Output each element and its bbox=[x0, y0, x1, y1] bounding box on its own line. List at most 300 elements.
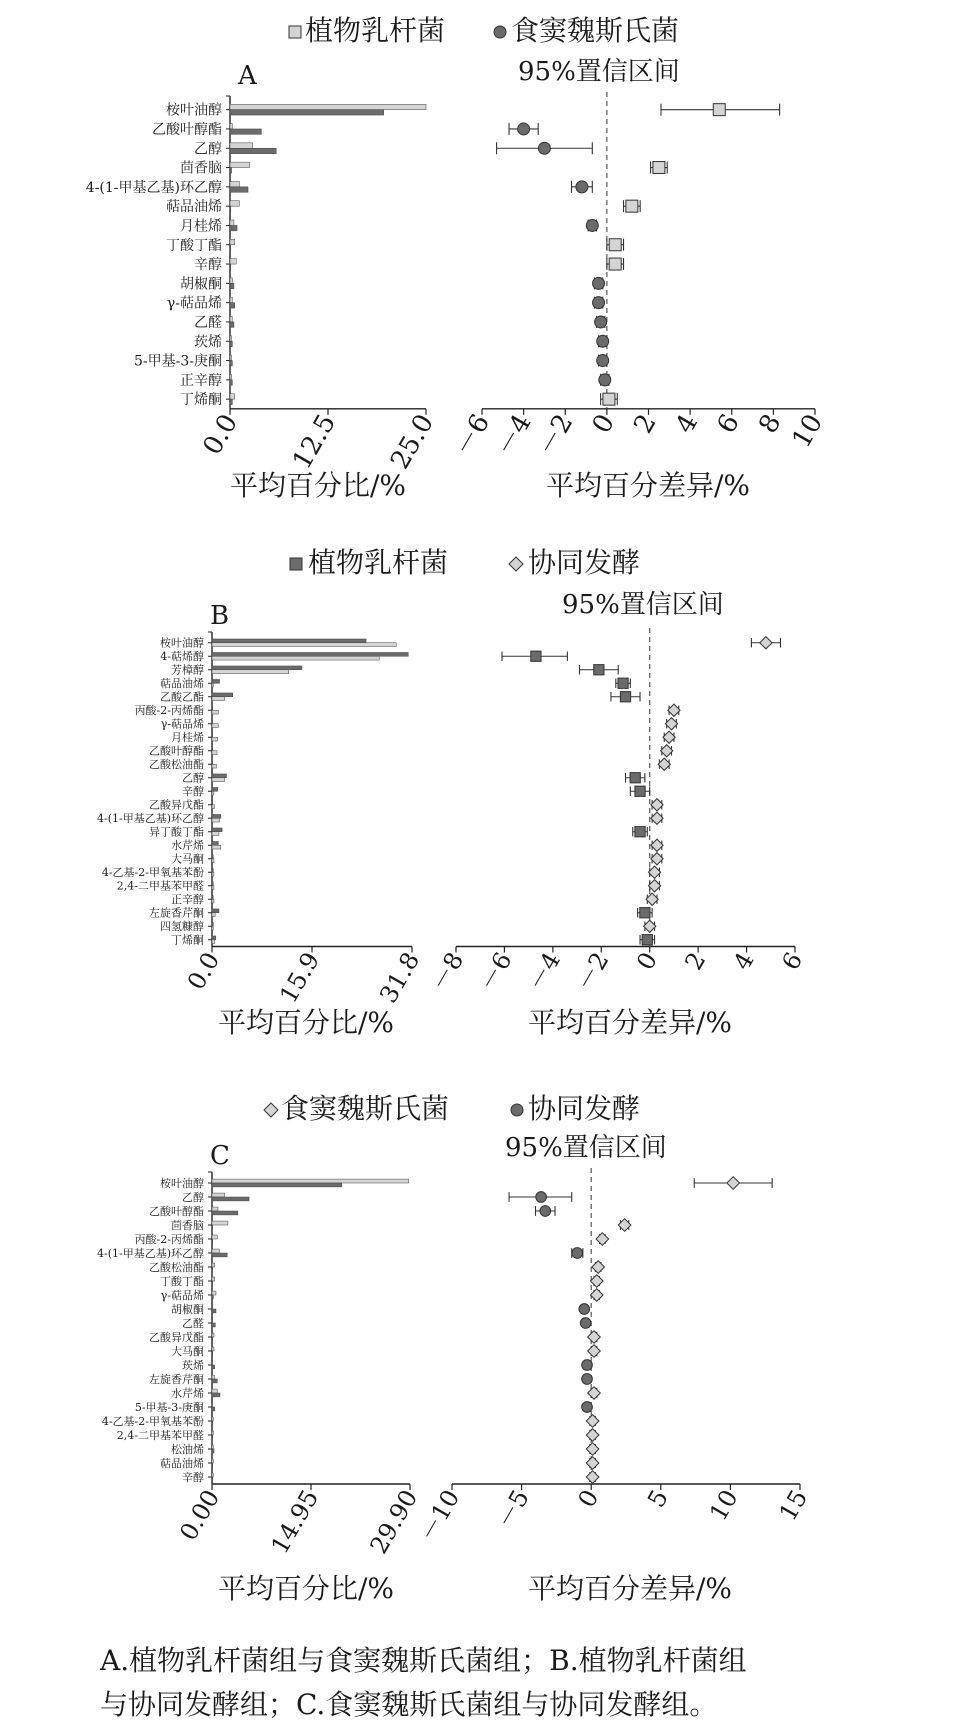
difference-point bbox=[595, 316, 607, 328]
bar bbox=[230, 148, 276, 153]
difference-point bbox=[640, 908, 650, 918]
bar bbox=[212, 1179, 409, 1183]
diff-x-tick-label: －6 bbox=[473, 947, 518, 996]
bar bbox=[212, 683, 213, 687]
difference-point bbox=[582, 1402, 593, 1413]
category-label: 正辛醇 bbox=[171, 893, 204, 907]
bar bbox=[230, 124, 232, 129]
bar bbox=[212, 1407, 215, 1411]
difference-point bbox=[586, 1429, 599, 1442]
legend-label: 食窦魏斯氏菌 bbox=[281, 1092, 450, 1125]
diff-x-tick-label: 10 bbox=[704, 1485, 744, 1526]
bar bbox=[212, 1277, 215, 1281]
bar bbox=[212, 922, 213, 926]
diff-x-axis-label: 平均百分差异/% bbox=[527, 1572, 733, 1605]
difference-point bbox=[597, 335, 609, 347]
difference-point bbox=[540, 1206, 551, 1217]
difference-point bbox=[626, 200, 638, 212]
difference-point bbox=[665, 718, 677, 730]
legend-marker bbox=[494, 26, 506, 38]
bar bbox=[212, 828, 222, 832]
difference-point bbox=[588, 1387, 601, 1400]
difference-point bbox=[590, 1289, 603, 1302]
category-label: 辛醇 bbox=[194, 257, 222, 274]
difference-point bbox=[658, 758, 670, 770]
category-label: 茴香脑 bbox=[171, 1218, 204, 1232]
bar bbox=[212, 1421, 213, 1425]
bar bbox=[230, 110, 384, 115]
difference-point bbox=[651, 839, 663, 851]
bar bbox=[230, 355, 232, 360]
bar bbox=[230, 201, 239, 206]
bar bbox=[230, 168, 232, 173]
bar bbox=[230, 336, 232, 341]
category-label: 4-(1-甲基乙基)环乙醇 bbox=[96, 1246, 204, 1260]
difference-point bbox=[596, 1233, 609, 1246]
bar bbox=[230, 317, 232, 322]
diff-x-tick-label: 0 bbox=[586, 409, 621, 439]
difference-point bbox=[713, 104, 725, 116]
bar bbox=[212, 1197, 249, 1201]
difference-point bbox=[651, 812, 663, 824]
bar bbox=[230, 220, 234, 225]
bar bbox=[230, 399, 232, 404]
bar-x-tick-label: 0.0 bbox=[181, 947, 226, 995]
diff-x-axis-label: 平均百分差异/% bbox=[545, 469, 751, 502]
bar-x-axis-label: 平均百分比/% bbox=[217, 1006, 395, 1039]
bar bbox=[212, 1375, 215, 1379]
bar bbox=[212, 774, 226, 778]
category-label: 丁酸丁酯 bbox=[166, 237, 222, 254]
difference-point bbox=[576, 181, 588, 193]
legend-marker bbox=[509, 557, 523, 571]
category-label: 乙酸松油酯 bbox=[149, 1260, 204, 1274]
bar bbox=[230, 143, 253, 148]
category-label: γ-萜品烯 bbox=[160, 1288, 204, 1302]
category-label: 桉叶油醇 bbox=[166, 102, 222, 119]
difference-point bbox=[588, 1345, 601, 1358]
ci-title: 95%置信区间 bbox=[505, 1133, 667, 1163]
bar bbox=[230, 264, 231, 269]
bar bbox=[212, 1225, 213, 1229]
legend-marker bbox=[511, 1104, 523, 1116]
bar bbox=[212, 693, 233, 697]
bar bbox=[212, 679, 220, 683]
diff-x-tick-label: 2 bbox=[679, 947, 712, 975]
difference-point bbox=[582, 1360, 593, 1371]
category-label: 辛醇 bbox=[182, 785, 204, 799]
bar bbox=[212, 832, 219, 836]
bar-x-tick-label: 15.9 bbox=[274, 947, 326, 1008]
bar bbox=[230, 225, 237, 230]
bar bbox=[230, 162, 250, 167]
bar bbox=[212, 639, 366, 643]
bar-x-axis-label: 平均百分比/% bbox=[229, 469, 407, 502]
difference-point bbox=[588, 1331, 601, 1344]
diff-x-tick-label: 6 bbox=[711, 409, 746, 439]
bar bbox=[230, 181, 239, 186]
bar bbox=[230, 374, 232, 379]
diff-x-tick-label: 2 bbox=[628, 409, 663, 439]
bar bbox=[212, 895, 213, 899]
diff-x-tick-label: 10 bbox=[786, 409, 830, 453]
category-label: 5-甲基-3-庚酮 bbox=[134, 1400, 204, 1414]
difference-point bbox=[597, 355, 609, 367]
bar-x-tick-label: 0.00 bbox=[174, 1485, 226, 1546]
difference-point bbox=[531, 651, 541, 661]
bar bbox=[212, 1235, 217, 1239]
bar bbox=[230, 322, 234, 327]
diff-x-tick-label: 0 bbox=[572, 1485, 605, 1513]
bar bbox=[212, 899, 214, 903]
category-label: 胡椒酮 bbox=[180, 276, 222, 293]
bar bbox=[212, 706, 213, 710]
difference-point bbox=[648, 866, 660, 878]
legend-label: 协同发酵 bbox=[528, 546, 641, 579]
bar bbox=[212, 913, 215, 917]
difference-point bbox=[661, 745, 673, 757]
bar bbox=[212, 751, 217, 755]
bar bbox=[230, 259, 236, 264]
bar bbox=[212, 886, 214, 890]
category-label: 莰烯 bbox=[182, 1358, 204, 1372]
category-label: 月桂烯 bbox=[180, 218, 222, 235]
category-label: 左旋香芹酮 bbox=[149, 1372, 204, 1386]
diff-x-tick-label: －2 bbox=[532, 409, 580, 462]
category-label: 4-萜烯醇 bbox=[160, 650, 204, 664]
bar bbox=[212, 643, 396, 647]
diff-x-tick-label: －4 bbox=[490, 409, 538, 462]
category-label: 水芹烯 bbox=[171, 1386, 204, 1400]
diff-x-tick-label: 0 bbox=[631, 947, 663, 975]
bar bbox=[212, 1211, 238, 1215]
bar bbox=[212, 818, 220, 822]
difference-point bbox=[586, 1443, 599, 1456]
bar bbox=[212, 882, 213, 886]
bar bbox=[230, 341, 232, 346]
diff-x-axis-label: 平均百分差异/% bbox=[527, 1006, 733, 1039]
legend-label: 植物乳杆菌 bbox=[305, 14, 446, 47]
bar bbox=[230, 297, 232, 302]
bar bbox=[212, 855, 213, 859]
category-label: 2,4-二甲基苯甲醛 bbox=[116, 879, 204, 893]
bar bbox=[212, 778, 225, 782]
category-label: 乙酸叶醇酯 bbox=[149, 744, 204, 758]
caption-line-2: 与协同发酵组；C.食窦魏斯氏菌组与协同发酵组。 bbox=[100, 1688, 718, 1721]
bar bbox=[212, 1207, 218, 1211]
bar bbox=[212, 859, 214, 863]
category-label: 萜品油烯 bbox=[166, 199, 222, 216]
bar bbox=[212, 747, 213, 751]
difference-point bbox=[586, 1457, 599, 1470]
bar bbox=[230, 361, 232, 366]
category-label: 桉叶油醇 bbox=[160, 1176, 204, 1190]
category-label: 乙醛 bbox=[194, 314, 222, 331]
difference-point bbox=[646, 893, 658, 905]
bar bbox=[212, 1347, 214, 1351]
bar bbox=[212, 724, 218, 728]
bar bbox=[212, 868, 213, 872]
bar bbox=[212, 710, 218, 714]
bar bbox=[212, 1403, 213, 1407]
difference-point bbox=[593, 277, 605, 289]
bar bbox=[212, 1305, 213, 1309]
difference-point bbox=[586, 1415, 599, 1428]
category-label: 丁酸丁酯 bbox=[160, 1274, 204, 1288]
legend-label: 植物乳杆菌 bbox=[308, 546, 449, 579]
difference-point bbox=[592, 1261, 605, 1274]
category-label: 丁烯酮 bbox=[180, 392, 222, 409]
diff-x-tick-label: －5 bbox=[490, 1485, 535, 1534]
difference-point bbox=[630, 773, 640, 783]
bar bbox=[212, 720, 213, 724]
diff-x-tick-label: 15 bbox=[773, 1485, 814, 1526]
bar bbox=[212, 652, 408, 656]
bar bbox=[212, 1253, 227, 1257]
category-label: 丁烯酮 bbox=[171, 933, 204, 947]
diff-x-tick-label: －8 bbox=[425, 947, 470, 996]
category-label: 乙醇 bbox=[194, 141, 222, 158]
bar bbox=[212, 1263, 215, 1267]
category-label: 乙酸松油酯 bbox=[149, 758, 204, 772]
bar bbox=[212, 1221, 228, 1225]
difference-point bbox=[518, 123, 530, 135]
category-label: 4-(1-甲基乙基)环乙醇 bbox=[85, 179, 222, 196]
bar bbox=[212, 1393, 220, 1397]
difference-point bbox=[653, 162, 665, 174]
bar bbox=[230, 394, 235, 399]
category-label: γ-萜品烯 bbox=[160, 717, 204, 731]
bar bbox=[212, 1473, 213, 1477]
bar bbox=[212, 1183, 342, 1187]
bar bbox=[212, 1319, 213, 1323]
bar bbox=[230, 303, 235, 308]
difference-point bbox=[538, 142, 550, 154]
bar bbox=[230, 187, 248, 192]
difference-point bbox=[620, 692, 630, 702]
bar bbox=[212, 845, 221, 849]
panel-b bbox=[97, 546, 808, 1039]
bar bbox=[212, 670, 289, 674]
diff-x-tick-label: 4 bbox=[727, 947, 760, 975]
bar bbox=[212, 1445, 213, 1449]
difference-point bbox=[594, 665, 604, 675]
bar bbox=[212, 760, 213, 764]
category-label: 左旋香芹酮 bbox=[149, 906, 204, 920]
difference-point bbox=[609, 239, 621, 251]
bar bbox=[212, 1379, 217, 1383]
legend-label: 协同发酵 bbox=[528, 1092, 641, 1125]
legend-marker bbox=[264, 1103, 278, 1117]
difference-point bbox=[586, 1471, 599, 1484]
difference-point bbox=[593, 297, 605, 309]
bar-x-axis-label: 平均百分比/% bbox=[217, 1572, 395, 1605]
category-label: 异丁酸丁酯 bbox=[149, 825, 204, 839]
category-label: 辛醇 bbox=[182, 1470, 204, 1484]
ci-title: 95%置信区间 bbox=[518, 57, 680, 87]
bar bbox=[230, 283, 234, 288]
category-label: 乙酸异戊酯 bbox=[149, 798, 204, 812]
difference-point bbox=[590, 1275, 603, 1288]
bar bbox=[212, 697, 225, 701]
difference-point bbox=[635, 827, 645, 837]
category-label: 乙酸乙酯 bbox=[160, 690, 204, 704]
bar bbox=[212, 1295, 213, 1299]
difference-point bbox=[609, 258, 621, 270]
bar bbox=[212, 733, 213, 737]
difference-point bbox=[580, 1318, 591, 1329]
category-label: 萜品油烯 bbox=[160, 677, 204, 691]
difference-point bbox=[572, 1248, 583, 1259]
bar bbox=[230, 380, 232, 385]
category-label: 乙醇 bbox=[182, 771, 204, 785]
category-label: 茴香脑 bbox=[180, 160, 222, 177]
bar bbox=[212, 656, 379, 660]
category-label: 丙酸-2-丙烯酯 bbox=[134, 1232, 204, 1246]
category-label: 乙酸叶醇酯 bbox=[152, 121, 222, 138]
bar bbox=[212, 940, 215, 944]
category-label: 5-甲基-3-庚酮 bbox=[133, 353, 222, 370]
bar bbox=[212, 814, 221, 818]
category-label: 4-乙基-2-甲氧基苯酚 bbox=[101, 866, 204, 880]
caption-line-1: A.植物乳杆菌组与食窦魏斯氏菌组；B.植物乳杆菌组 bbox=[100, 1644, 747, 1677]
category-label: 胡椒酮 bbox=[171, 1302, 204, 1316]
difference-point bbox=[582, 1374, 593, 1385]
category-label: 莰烯 bbox=[194, 334, 222, 351]
panel-c bbox=[97, 1092, 813, 1605]
category-label: 月桂烯 bbox=[171, 731, 204, 745]
difference-point bbox=[586, 219, 598, 231]
bar bbox=[230, 245, 231, 250]
bar bbox=[212, 1449, 214, 1453]
category-label: 大马酮 bbox=[171, 852, 204, 866]
category-label: γ-萜品烯 bbox=[166, 295, 222, 312]
difference-point bbox=[668, 704, 680, 716]
category-label: 水芹烯 bbox=[171, 839, 204, 853]
category-label: 正辛醇 bbox=[180, 372, 222, 389]
category-label: 松油烯 bbox=[171, 1442, 204, 1456]
bar bbox=[212, 872, 214, 876]
bar bbox=[212, 1333, 214, 1337]
bar bbox=[212, 1365, 215, 1369]
bar-x-tick-label: 25.0 bbox=[385, 409, 441, 475]
diff-x-tick-label: －4 bbox=[522, 947, 567, 996]
ci-title: 95%置信区间 bbox=[562, 590, 724, 620]
bar bbox=[230, 278, 232, 283]
bar bbox=[212, 1249, 219, 1253]
bar bbox=[212, 805, 215, 809]
bar bbox=[212, 1459, 213, 1463]
bar bbox=[212, 801, 213, 805]
bar-x-tick-label: 0.0 bbox=[197, 409, 245, 461]
diff-x-tick-label: 4 bbox=[669, 409, 705, 439]
bar bbox=[212, 936, 216, 940]
difference-point bbox=[727, 1177, 740, 1190]
bar bbox=[212, 841, 218, 845]
category-label: 乙醛 bbox=[182, 1316, 204, 1330]
bar bbox=[212, 1361, 213, 1365]
diff-x-tick-label: －2 bbox=[570, 947, 615, 996]
panel-letter: C bbox=[210, 1141, 230, 1171]
difference-point bbox=[579, 1304, 590, 1315]
category-label: 4-(1-甲基乙基)环乙醇 bbox=[96, 812, 204, 826]
difference-point bbox=[603, 393, 615, 405]
difference-point bbox=[760, 637, 772, 649]
diff-x-tick-label: －6 bbox=[448, 409, 497, 462]
bar bbox=[212, 1281, 213, 1285]
bar bbox=[230, 129, 261, 134]
category-label: 乙酸异戊酯 bbox=[149, 1330, 204, 1344]
difference-point bbox=[663, 731, 675, 743]
difference-point bbox=[651, 853, 663, 865]
diff-x-tick-label: 5 bbox=[642, 1485, 674, 1513]
difference-point bbox=[635, 786, 645, 796]
bar bbox=[212, 764, 216, 768]
legend-label: 食窦魏斯氏菌 bbox=[511, 14, 680, 47]
panel-a bbox=[86, 14, 829, 502]
difference-point bbox=[536, 1192, 547, 1203]
category-label: 四氢糠醇 bbox=[160, 920, 204, 934]
diff-x-tick-label: 8 bbox=[753, 409, 788, 439]
bar bbox=[212, 1309, 216, 1313]
difference-point bbox=[618, 678, 628, 688]
difference-point bbox=[642, 935, 652, 945]
panel-letter: A bbox=[238, 61, 257, 91]
bar bbox=[212, 1239, 213, 1243]
bar bbox=[212, 1337, 213, 1341]
bar bbox=[212, 1435, 213, 1439]
bar bbox=[212, 1417, 213, 1421]
bar bbox=[212, 1389, 217, 1393]
category-label: 大马酮 bbox=[171, 1344, 204, 1358]
bar bbox=[212, 1477, 213, 1481]
bar bbox=[212, 1323, 215, 1327]
bar bbox=[212, 1193, 225, 1197]
category-label: 桉叶油醇 bbox=[160, 636, 204, 650]
bar bbox=[212, 1431, 213, 1435]
category-label: 萜品油烯 bbox=[160, 1456, 204, 1470]
bar bbox=[212, 926, 213, 930]
bar bbox=[212, 1351, 213, 1355]
legend-marker bbox=[289, 26, 301, 38]
category-label: 乙酸叶醇酯 bbox=[149, 1204, 204, 1218]
category-label: 4-乙基-2-甲氧基苯酚 bbox=[101, 1414, 204, 1428]
category-label: 芳樟醇 bbox=[171, 663, 204, 677]
bar bbox=[230, 104, 426, 109]
bar bbox=[212, 909, 219, 913]
difference-point bbox=[644, 920, 656, 932]
bar-x-tick-label: 31.8 bbox=[374, 947, 426, 1008]
diff-x-tick-label: －10 bbox=[413, 1485, 466, 1547]
bar bbox=[212, 1291, 216, 1295]
difference-point bbox=[651, 799, 663, 811]
bar bbox=[212, 787, 218, 791]
bar bbox=[212, 1267, 213, 1271]
category-label: 2,4-二甲基苯甲醛 bbox=[116, 1428, 204, 1442]
category-label: 丙酸-2-丙烯酯 bbox=[134, 704, 204, 718]
bar-x-tick-label: 29.90 bbox=[364, 1485, 424, 1559]
panel-letter: B bbox=[210, 601, 230, 631]
bar bbox=[212, 1463, 213, 1467]
diff-x-tick-label: 6 bbox=[776, 947, 809, 975]
bar-x-tick-label: 14.95 bbox=[265, 1485, 325, 1559]
bar bbox=[230, 239, 235, 244]
legend-marker bbox=[290, 558, 302, 570]
bar bbox=[230, 206, 231, 211]
bar bbox=[212, 791, 214, 795]
bar-x-tick-label: 12.5 bbox=[287, 409, 343, 475]
bar bbox=[212, 737, 218, 741]
